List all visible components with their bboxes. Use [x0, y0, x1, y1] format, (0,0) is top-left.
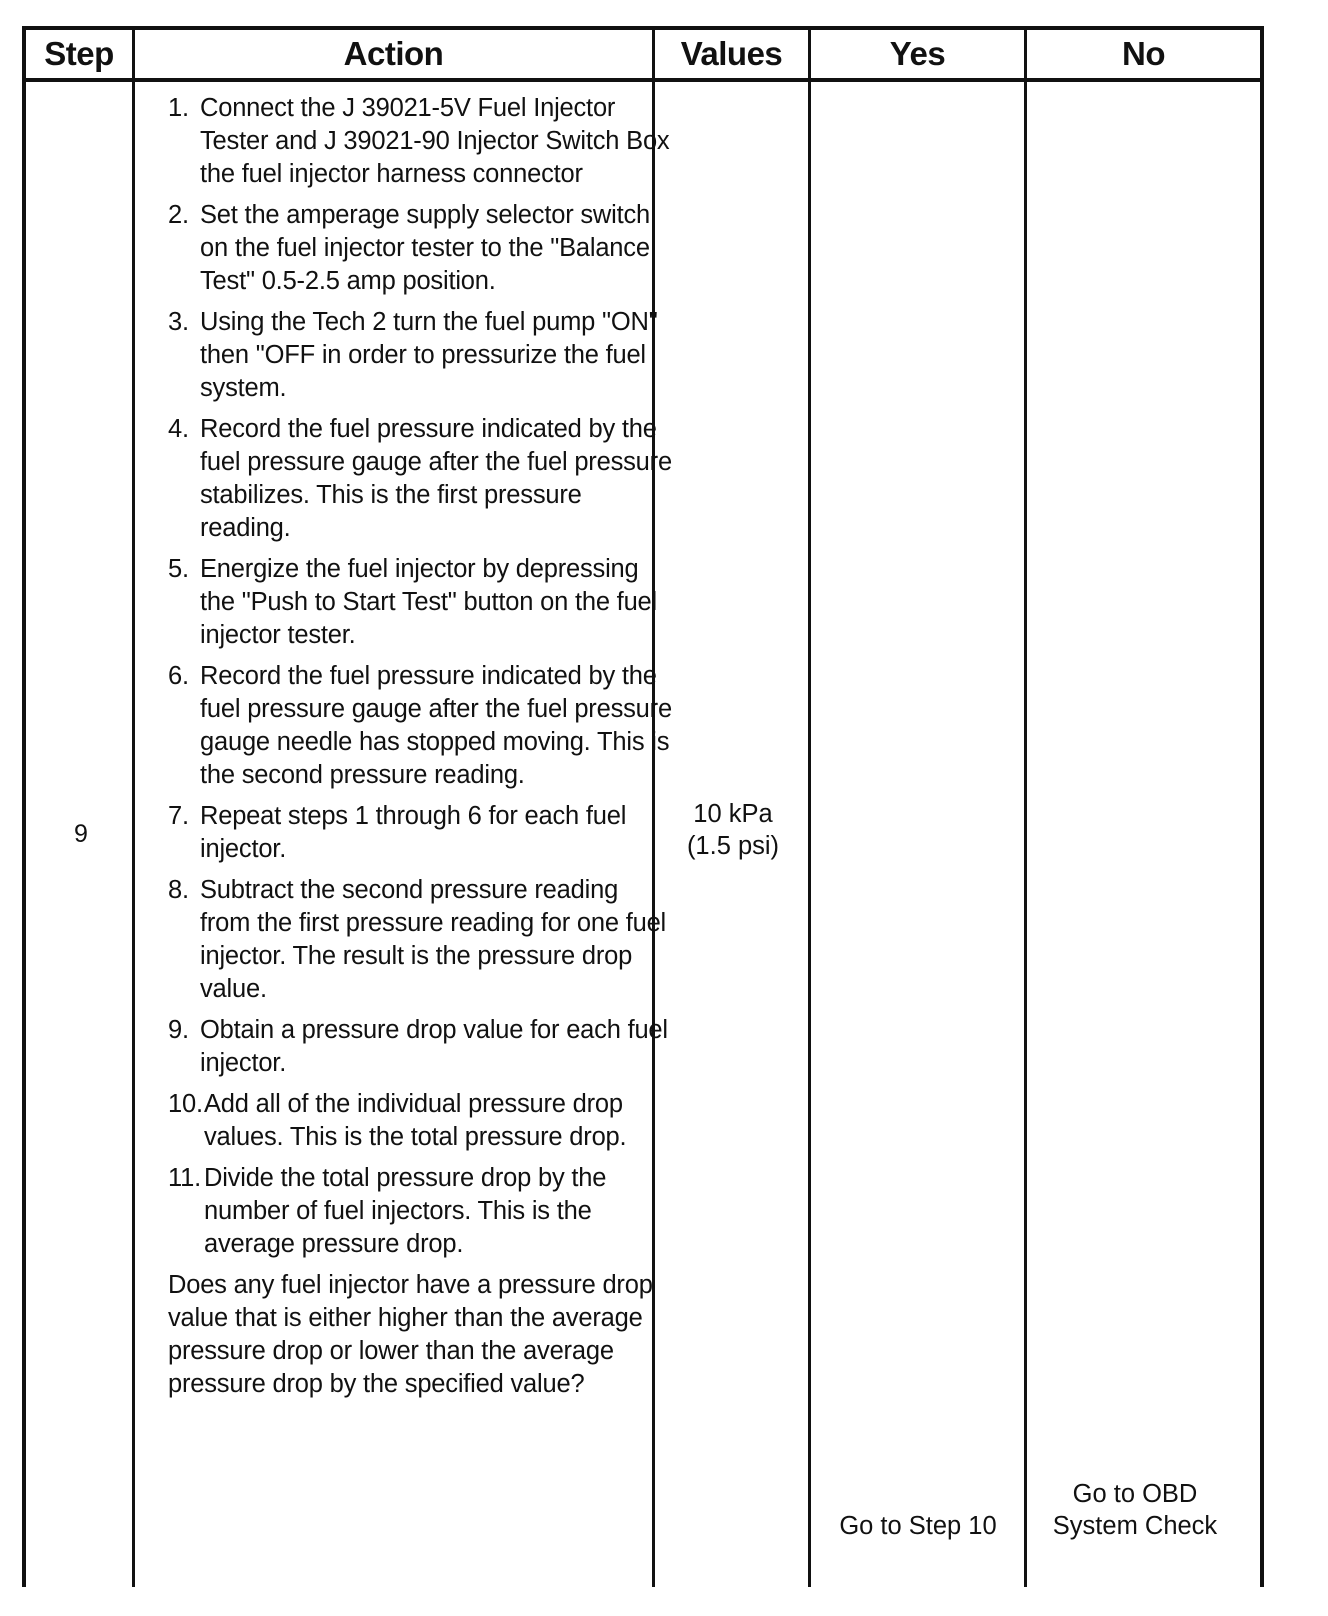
action-number: 7. [168, 802, 189, 830]
action-text: Set the amperage supply selector switch on the fuel injector tester to the "Balance Test" 0.5-2.5 amp position. [200, 201, 651, 295]
header-no: No [1122, 35, 1165, 72]
header-yes: Yes [889, 35, 946, 72]
spec-value-kpa: 10 kPa [693, 800, 773, 828]
action-item [154, 874, 674, 1006]
action-list [154, 92, 674, 1401]
action-number: 10. [168, 1090, 203, 1118]
no-outcome [1026, 1478, 1244, 1542]
action-item [154, 199, 674, 298]
action-number: 5. [168, 555, 189, 583]
action-text: Repeat steps 1 through 6 for each fuel injector. [200, 802, 627, 863]
header-values: Values [680, 35, 783, 72]
no-outcome-line1: Go to OBD [1072, 1480, 1198, 1508]
action-number: 4. [168, 415, 189, 443]
action-item [154, 1162, 674, 1261]
no-outcome-line2: System Check [1052, 1512, 1218, 1540]
action-text: Subtract the second pressure reading from the first pressure reading for one fuel injector. The result is the pressure drop value. [200, 876, 667, 1003]
action-number: 3. [168, 308, 189, 336]
action-number: 1. [168, 94, 189, 122]
action-item [154, 660, 674, 792]
action-text: Record the fuel pressure indicated by the fuel pressure gauge after the fuel pressure stabilizes. This is the first pressure reading. [200, 415, 672, 542]
action-text: Add all of the individual pressure drop values. This is the total pressure drop. [204, 1090, 627, 1151]
action-text: Divide the total pressure drop by the number of fuel injectors. This is the average pressure drop. [204, 1164, 607, 1258]
action-item [154, 800, 674, 866]
spec-value [656, 798, 810, 862]
column-divider [132, 30, 135, 1587]
header-action: Action [343, 35, 444, 72]
action-number: 6. [168, 662, 189, 690]
action-text: Using the Tech 2 turn the fuel pump "ON" then "OFF in order to pressurize the fuel system. [200, 308, 658, 402]
action-number: 8. [168, 876, 189, 904]
action-number: 2. [168, 201, 189, 229]
header-divider [26, 78, 1260, 82]
spec-value-psi: (1.5 psi) [686, 832, 780, 860]
step-number: 9 [74, 820, 88, 848]
action-item [154, 1088, 674, 1154]
action-text: Energize the fuel injector by depressing the "Push to Start Test" button on the fuel injector tester. [200, 555, 657, 649]
yes-outcome: Go to Step 10 [839, 1512, 997, 1540]
action-item [154, 306, 674, 405]
diagnostic-table [22, 26, 1264, 1587]
action-text: Connect the J 39021-5V Fuel Injector Tester and J 39021-90 Injector Switch Box the fuel injector harness connector [200, 94, 670, 188]
action-item [154, 413, 674, 545]
header-step: Step [44, 35, 114, 72]
action-text: Record the fuel pressure indicated by the fuel pressure gauge after the fuel pressure gauge needle has stopped moving. This is the second pressure reading. [200, 662, 672, 789]
action-item [154, 553, 674, 652]
action-number: 9. [168, 1016, 189, 1044]
column-divider [1024, 30, 1027, 1587]
decision-question: Does any fuel injector have a pressure drop value that is either higher than the average pressure drop or lower than the average pressure drop by the specified value? [168, 1271, 653, 1398]
action-text: Obtain a pressure drop value for each fuel injector. [200, 1016, 668, 1077]
action-item [154, 92, 674, 191]
action-item [154, 1014, 674, 1080]
action-number: 11. [168, 1164, 201, 1192]
